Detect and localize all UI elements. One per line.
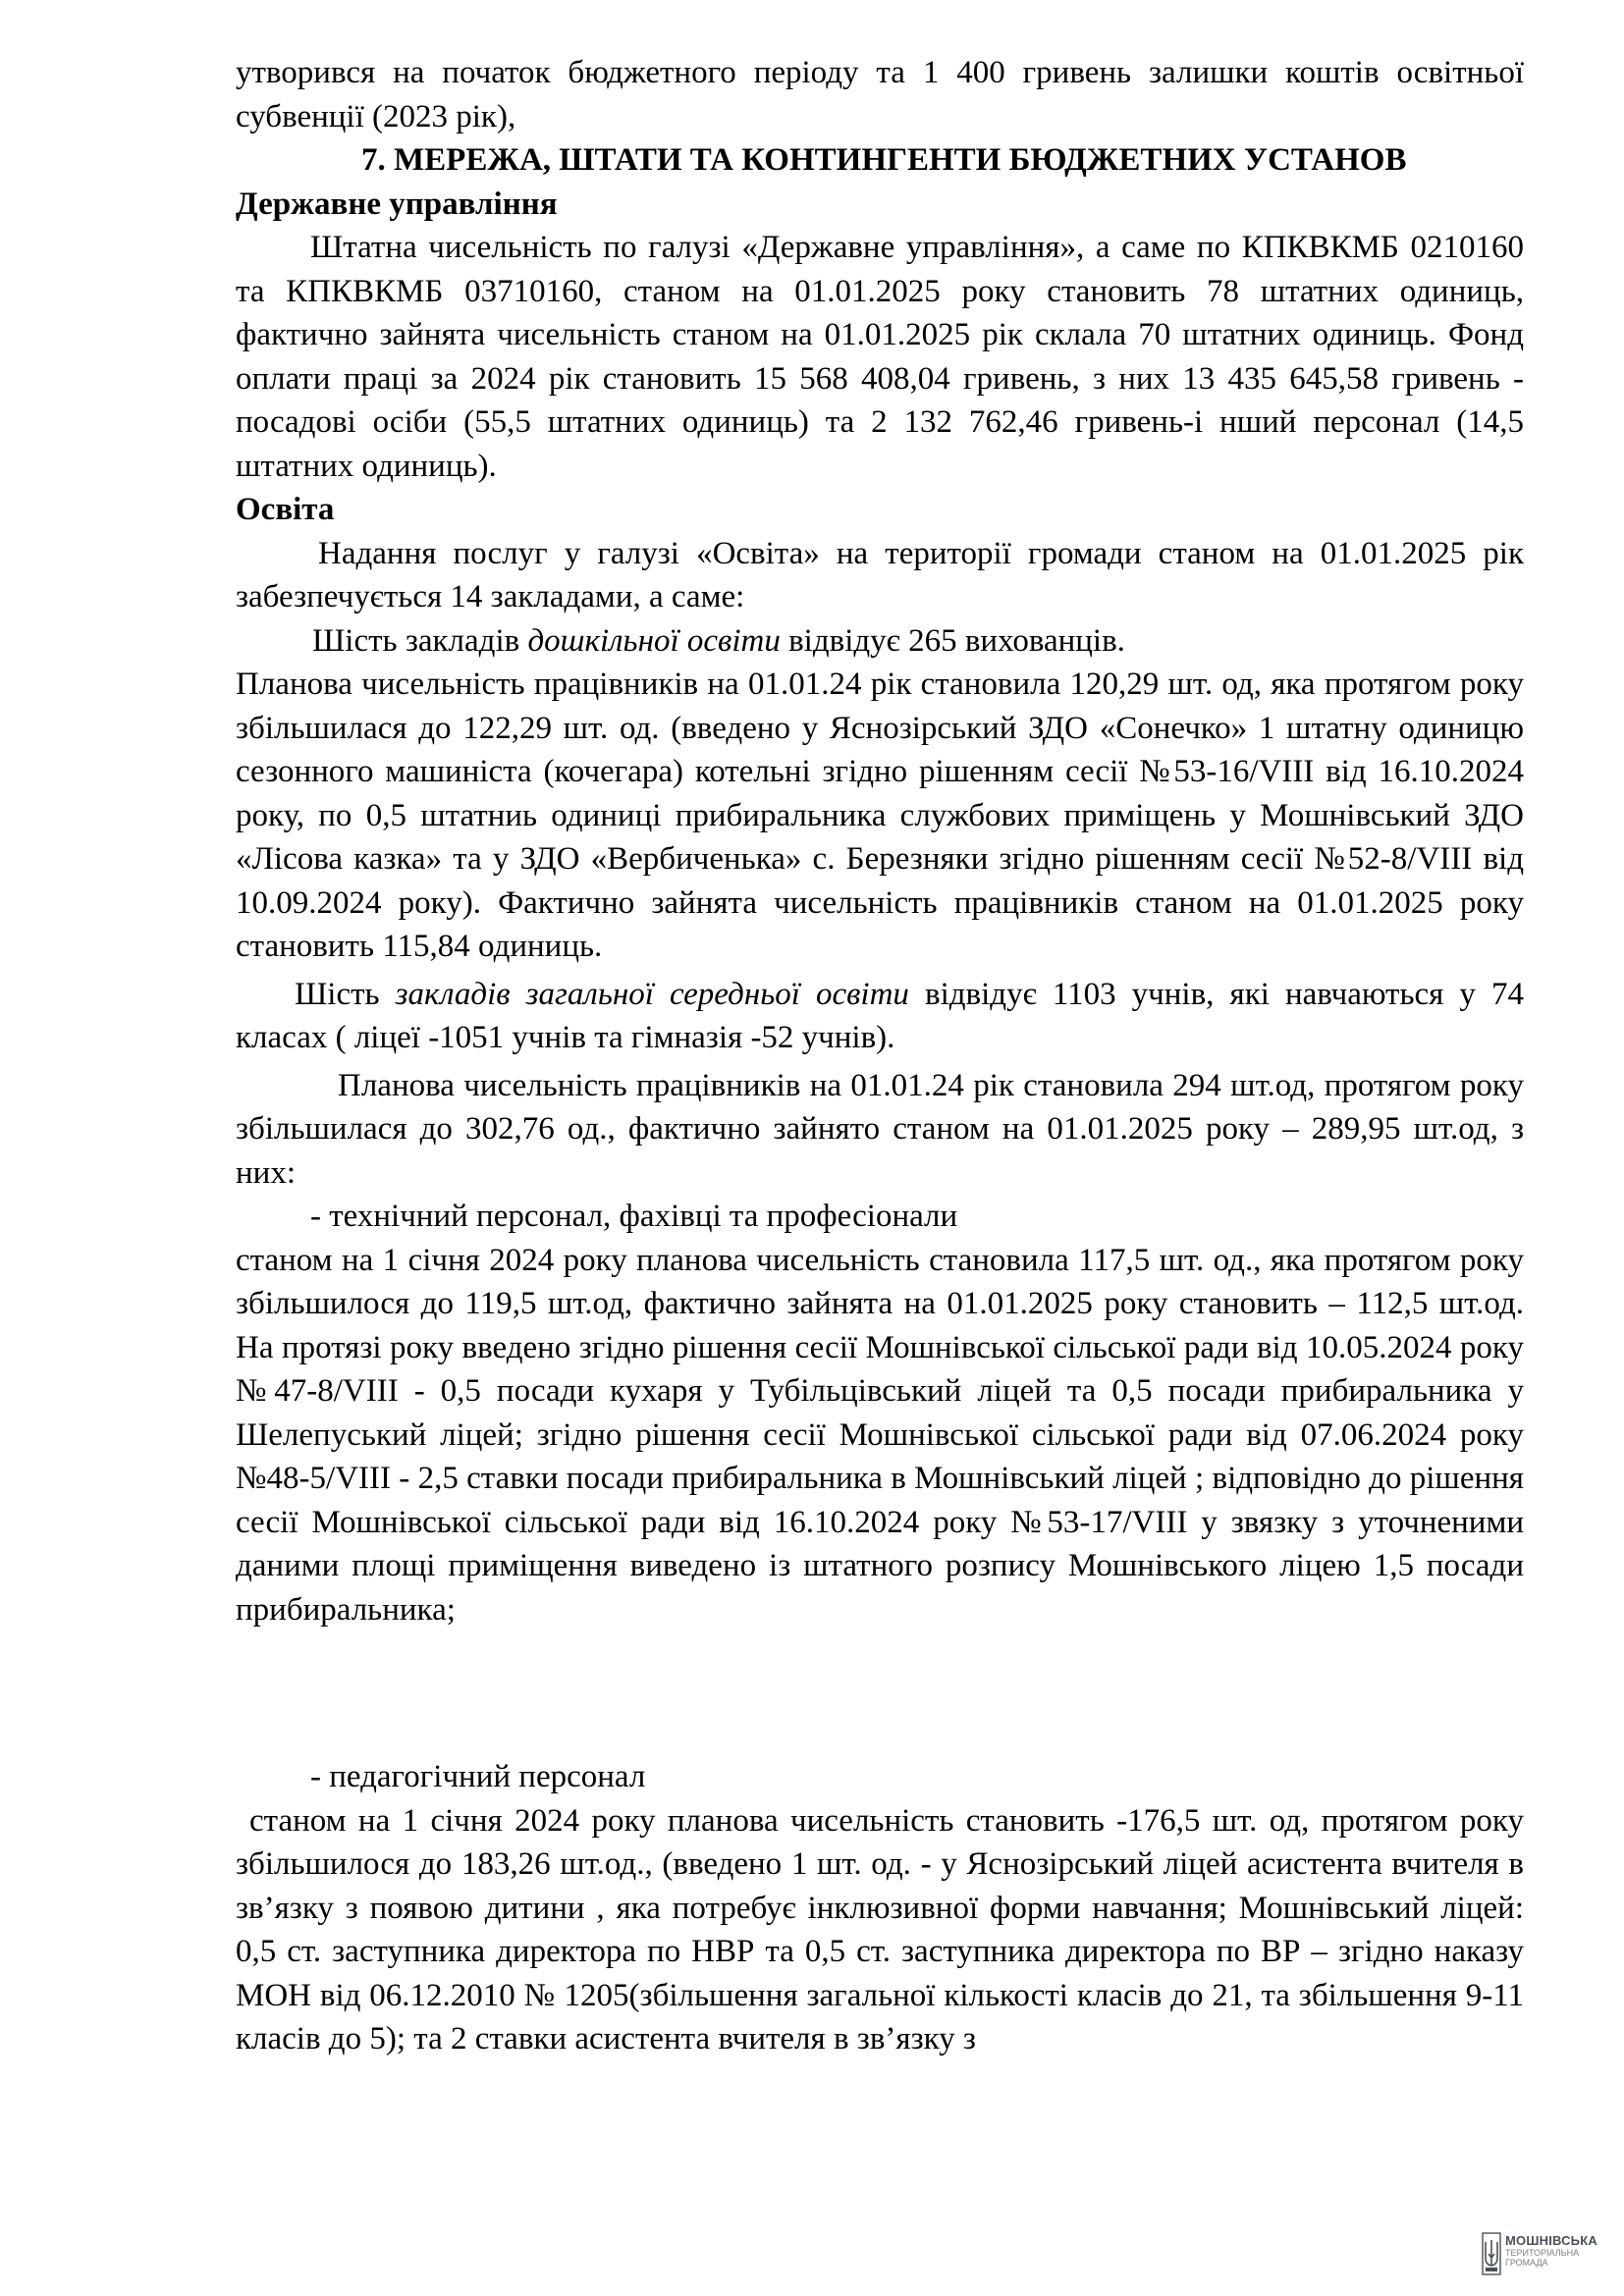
- community-logo: [1482, 2232, 1609, 2279]
- subheading-education: Освіта: [236, 492, 335, 527]
- section-heading: 7. МЕРЕЖА, ШТАТИ ТА КОНТИНГЕНТИ БЮДЖЕТНИХ УСТАНОВ: [361, 142, 1407, 178]
- paragraph-school-staff: Планова чисельність працівників на 01.01.24 рік становила 294 шт.од, протягом року збільшилася до 302,76 од., фактично зайнято станом на 01.01.2025 року – 289,95 шт.од, з них:: [236, 1067, 1524, 1191]
- trident-emblem-icon: [1482, 2232, 1501, 2275]
- paragraph-preschool: Шість закладів дошкільної освіти відвідує 265 вихованців.: [312, 622, 1125, 659]
- subheading-government: Державне управління: [236, 186, 558, 222]
- label-technical-staff: - технічний персонал, фахівці та професіонали: [310, 1199, 958, 1234]
- document-body: [236, 51, 1524, 2061]
- paragraph-school: Шість закладів загальної середньої освіти відвідує 1103 учнів, які навчаються у 74 класах ( ліцеї -1051 учнів та гімназія -52 учнів).: [236, 976, 1525, 1055]
- paragraph-government: Штатна чисельність по галузі «Державне управління», а саме по КПКВКМБ 0210160 та КПКВКМБ 03710160, станом на 01.01.2025 року становить 78 штатних одиниць, фактично зайнята чисельність станом на 01.01.2025 рік склала 70 штатних одиниць. Фонд оплати праці за 2024 рік становить 15 568 408,04 гривень, з них 13 435 645,58 гривень - посадові осіби (55,5 штатних одиниць) та 2 132 762,46 гривень-і нший персонал (14,5 штатних одиниць).: [236, 230, 1524, 484]
- blank-gap: [236, 1631, 1524, 1755]
- label-pedagogical-staff: - педагогічний персонал: [310, 1759, 646, 1794]
- logo-text: МОШНІВСЬКА ТЕРИТОРІАЛЬНА ГРОМАДА: [1505, 2233, 1597, 2268]
- paragraph-preschool-staff: Планова чисельність працівників на 01.01.24 рік становила 120,29 шт. од, яка протягом року збільшилася до 122,29 шт. од. (введено у Яснозірський ЗДО «Сонечко» 1 штатну одиницю сезонного машиніста (кочегара) котельні згідно рішенням сесії №53-16/VIII від 16.10.2024 року, по 0,5 штатниь одиниці прибиральника службових приміщень у Мошнівський ЗДО «Лісова казка» та у ЗДО «Вербиченька» с. Березняки згідно рішенням сесії №52-8/VIII від 10.09.2024 року). Фактично зайнята чисельність працівників станом на 01.01.2025 року становить 115,84 одиниць.: [236, 667, 1524, 964]
- paragraph-education: Надання послуг у галузі «Освіта» на території громади станом на 01.01.2025 рік забезпечується 14 закладами, а саме:: [236, 535, 1524, 614]
- paragraph-pedagogical-staff: станом на 1 січня 2024 року планова чисельність становить -176,5 шт. од, протягом року збільшилося до 183,26 шт.од., (введено 1 шт. од. - у Яснозірський ліцей асистента вчителя в зв’язку з появою дитини , яка потребує інклюзивної форми навчання; Мошнівський ліцей: 0,5 ст. заступника директора по НВР та 0,5 ст. заступника директора по ВР – згідно наказу МОН від 06.12.2010 № 1205(збільшення загальної кількості класів до 21, та збільшення 9-11 класів до 5); та 2 ставки асистента вчителя в зв’язку з: [236, 1802, 1524, 2056]
- paragraph-intro: утворився на початок бюджетного періоду та 1 400 гривень залишки коштів освітньої субвенції (2023 рік),: [236, 55, 1524, 134]
- paragraph-technical-staff: станом на 1 січня 2024 року планова чисельність становила 117,5 шт. од., яка протягом року збільшилося до 119,5 шт.од, фактично зайнята на 01.01.2025 року становить – 112,5 шт.од. На протязі року введено згідно рішення сесії Мошнівської сільської ради від 10.05.2024 року №47-8/VIII - 0,5 посади кухаря у Тубільцівський ліцей та 0,5 посади прибиральника у Шелепуський ліцей; згідно рішення сесії Мошнівської сільської ради від 07.06.2024 року №48-5/VIII - 2,5 ставки посади прибиральника в Мошнівський ліцей ; відповідно до рішення сесії Мошнівської сільської ради від 16.10.2024 року №53-17/VIII у звязку з уточненими даними площі приміщення виведено із штатного розпису Мошнівського ліцею 1,5 посади прибиральника;: [236, 1242, 1524, 1628]
